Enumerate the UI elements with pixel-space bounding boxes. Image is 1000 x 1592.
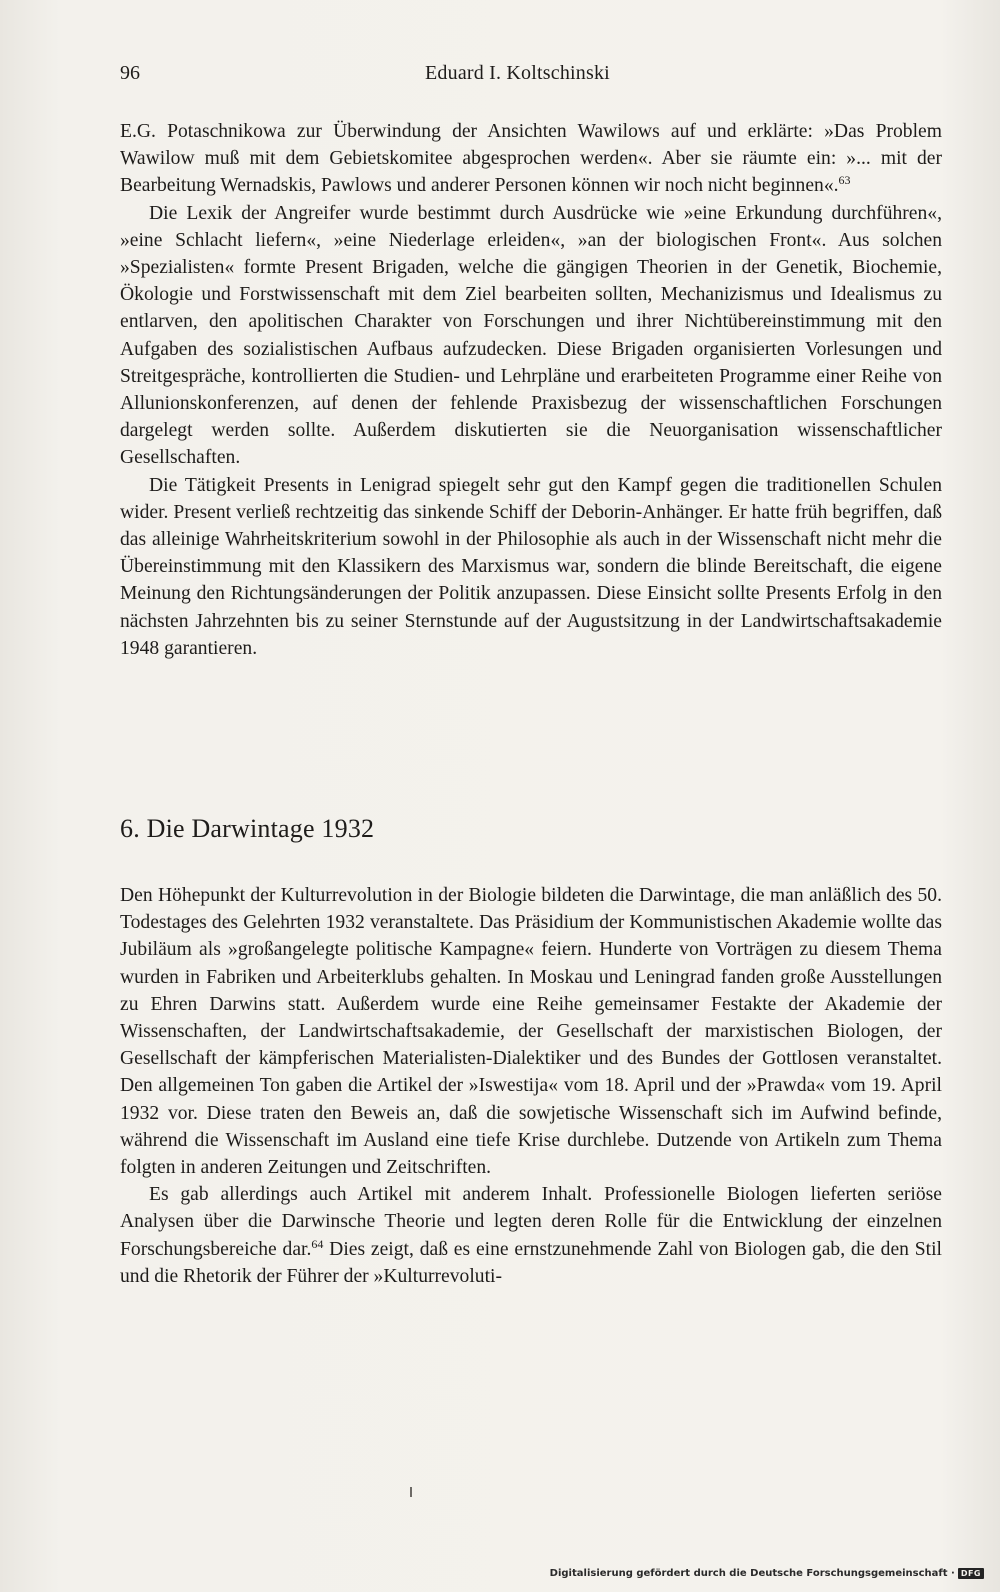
footer-credit-text: Digitalisierung gefördert durch die Deutsche Forschungsgemeinschaft · xyxy=(549,1568,955,1579)
footer-credit xyxy=(550,1568,984,1579)
page-header xyxy=(120,62,942,92)
paragraph-5 xyxy=(120,1181,942,1290)
text-block-upper xyxy=(120,118,942,662)
paragraph-2: Die Lexik der Angreifer wurde bestimmt durch Ausdrücke wie »eine Erkundung durchführen«, »eine Schlacht liefern«, »eine Niederlage erleiden«, »an der biologischen Front«. Aus solchen »Spezialisten« formte Present Brigaden, welche die gängigen Theorien in der Genetik, Biochemie, Ökologie und Forstwissenschaft mit dem Ziel bearbeiten sollten, Mechanizismus und Idealismus zu entlarven, den apolitischen Charakter von Forschungen und ihrer Nichtübereinstimmung mit den Aufgaben des sozialistischen Aufbaus aufzudecken. Diese Brigaden organisierten Vorlesungen und Streitgespräche, kontrollierten die Studien- und Lehrpläne und erarbeiteten Programme einer Reihe von Allunionskonferenzen, auf denen der fehlende Praxisbezug der wissenschaftlichen Forschungen dargelegt werden sollte. Außerdem diskutierten sie die Neuorganisation wissenschaftlicher Gesellschaften. xyxy=(120,202,942,469)
text-block-lower xyxy=(120,882,942,1290)
running-head: Eduard I. Koltschinski xyxy=(425,62,610,84)
paragraph-5-text-after: Dies zeigt, daß es eine ernstzunehmende Zahl von Biologen gab, die den Stil und die Rhetorik der Führer der »Kulturrevoluti- xyxy=(120,1238,942,1287)
paragraph-1-text: E.G. Potaschnikowa zur Überwindung der Ansichten Wawilows auf und erklärte: »Das Problem Wawilow muß mit dem Gebietskomitee abgesprochen werden«. Aber sie räumte ein: »... mit der Bearbeitung Wernadskis, Pawlows und anderer Personen können wir noch nicht beginnen«. xyxy=(120,121,942,197)
paragraph-1 xyxy=(120,118,942,200)
page-number: 96 xyxy=(120,62,140,84)
scan-artifact-mark xyxy=(410,1487,412,1497)
dfg-logo-icon: DFG xyxy=(958,1568,984,1579)
paragraph-4: Den Höhepunkt der Kulturrevolution in der Biologie bildeten die Darwintage, die man anläßlich des 50. Todestages des Gelehrten 1932 veranstaltete. Das Präsidium der Kommunistischen Akademie wollte das Jubiläum als »großangelegte politische Kampagne« feiern. Hunderte von Vorträgen zu diesem Thema wurden in Fabriken und Arbeiterklubs gehalten. In Moskau und Leningrad fanden große Ausstellungen zu Ehren Darwins statt. Außerdem wurde eine Reihe gemeinsamer Festakte der Akademie der Wissenschaften, der Landwirtschaftsakademie, der Gesellschaft der marxistischen Biologen, der Gesellschaft der kämpferischen Materialisten-Dialektiker und des Bundes der Gottlosen veranstaltet. Den allgemeinen Ton gaben die Artikel der »Iswestija« vom 18. April und der »Prawda« vom 19. April 1932 vor. Diese traten den Beweis an, daß die sowjetische Wissenschaft sich im Aufwind befinde, während die Wissenschaft im Ausland eine tiefe Krise durchlebe. Dutzende von Artikeln zum Thema folgten in anderen Zeitungen und Zeitschriften. xyxy=(120,885,942,1179)
section-heading: 6. Die Darwintage 1932 xyxy=(120,814,375,843)
paragraph-3: Die Tätigkeit Presents in Lenigrad spiegelt sehr gut den Kampf gegen die traditionellen Schulen wider. Present verließ rechtzeitig das sinkende Schiff der Deborin-Anhänger. Er hatte früh begriffen, daß das alleinige Wahrheitskriterium sowohl in der Philosophie als auch in der Wissenschaft nicht mehr die Übereinstimmung mit den Klassikern des Marxismus war, sondern die blinde Bereitschaft, die eigene Meinung den Richtungsänderungen der Politik anzupassen. Diese Einsicht sollte Presents Erfolg in den nächsten Jahrzehnten bis zu seiner Sternstunde auf der Augustsitzung in der Landwirtschaftsakademie 1948 garantieren. xyxy=(120,474,942,659)
footnote-ref-64[interactable]: 64 xyxy=(311,1236,324,1251)
footnote-ref-63[interactable]: 63 xyxy=(838,173,851,188)
paragraph-5-text-before: Es gab allerdings auch Artikel mit anderem Inhalt. Professionelle Biologen lieferten seriöse Analysen über die Darwinsche Theorie und legten deren Rolle für die Entwicklung der einzelnen Forschungsbereiche dar. xyxy=(120,1184,942,1260)
